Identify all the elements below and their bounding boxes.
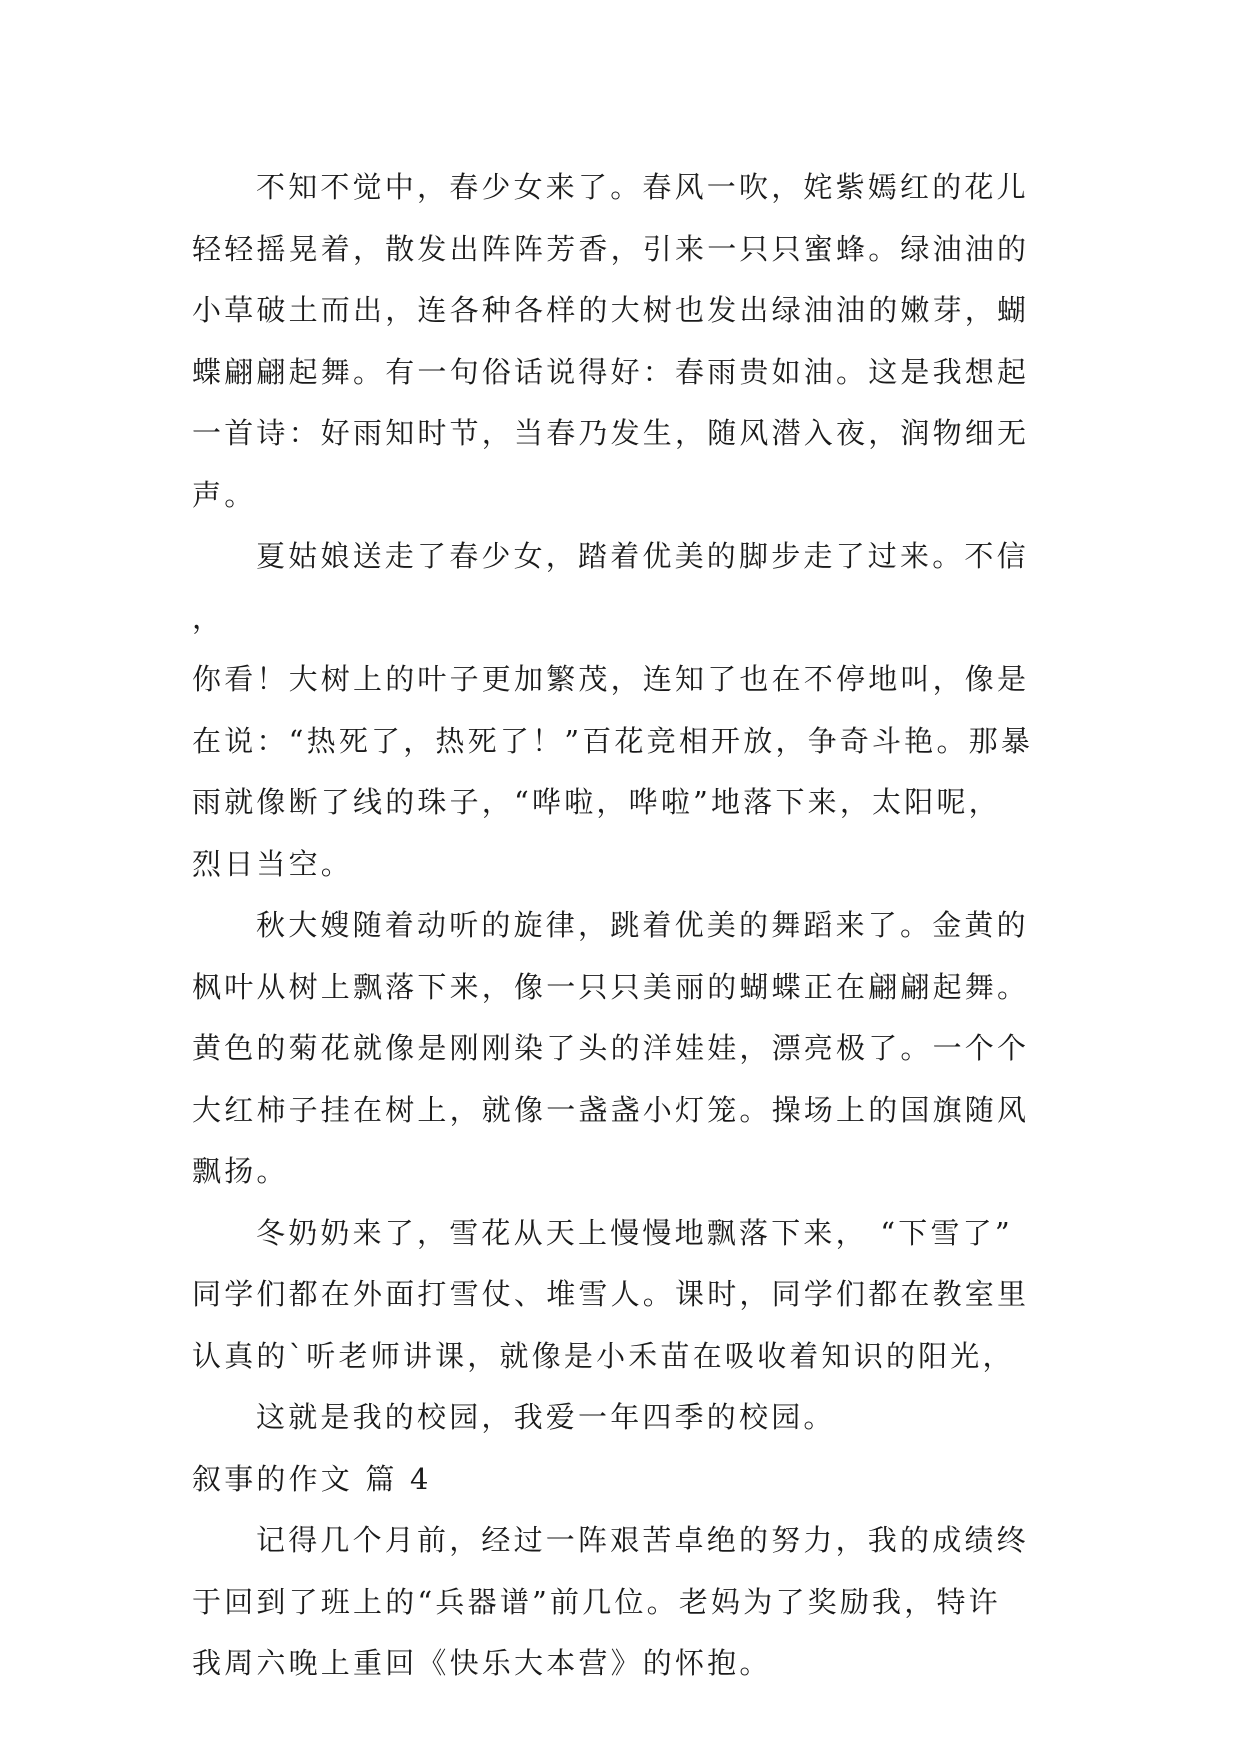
paragraph-closing [192,1387,1058,1449]
text-line: 不知不觉中，春少女来了。春风一吹，姹紫嫣红的花儿 [256,170,1029,204]
paragraph-next [192,1510,1058,1695]
text-line: 于回到了班上的“兵器谱”前几位。老妈为了奖励我，特许 [192,1584,1001,1619]
text-line: 蝶翩翩起舞。有一句俗话说得好：春雨贵如油。这是我想起 [192,354,1030,389]
text-line: 记得几个月前，经过一阵艰苦卓绝的努力，我的成绩终 [256,1523,1029,1557]
paragraph-winter [192,1203,1058,1388]
text-line: 烈日当空。 [192,846,354,881]
section-heading: 叙事的作文 篇 4 [192,1461,432,1496]
text-line: 轻轻摇晃着，散发出阵阵芳香，引来一只只蜜蜂。绿油油的 [192,231,1030,266]
paragraph-summer [192,526,1058,895]
text-line: 黄色的菊花就像是刚刚染了头的洋娃娃，漂亮极了。一个个 [192,1031,1030,1065]
text-line: 我周六晚上重回《快乐大本营》的怀抱。 [192,1646,772,1680]
text-line: 小草破土而出，连各种各样的大树也发出绿油油的嫩芽，蝴 [192,293,1030,327]
text-line: 秋大嫂随着动听的旋律，跳着优美的舞蹈来了。金黄的 [256,908,1029,942]
paragraph-spring [192,157,1058,526]
paragraph-autumn [192,895,1058,1203]
text-line: 枫叶从树上飘落下来，像一只只美丽的蝴蝶正在翩翩起舞。 [192,969,1030,1004]
text-line: 你看！大树上的叶子更加繁茂，连知了也在不停地叫，像是 [192,662,1030,696]
document-body [192,157,1058,1695]
text-line: 一首诗：好雨知时节，当春乃发生，随风潜入夜，润物细无 [192,416,1030,450]
text-line: 在说：“热死了，热死了！”百花竞相开放，争奇斗艳。那暴 [192,723,1034,758]
text-line: 同学们都在外面打雪仗、堆雪人。课时，同学们都在教室里 [192,1277,1030,1311]
text-line: 大红柿子挂在树上，就像一盏盏小灯笼。操场上的国旗随风 [192,1092,1030,1127]
text-line: 认真的`听老师讲课，就像是小禾苗在吸收着知识的阳光， [192,1338,1015,1373]
text-line: 冬奶奶来了，雪花从天上慢慢地飘落下来， “下雪了” [256,1215,1013,1250]
text-line: 夏姑娘送走了春少女，踏着优美的脚步走了过来。不信， [192,539,1029,635]
text-line: 雨就像断了线的珠子，“哗啦，哗啦”地落下来，太阳呢， [192,785,1001,819]
text-line: 这就是我的校园，我爱一年四季的校园。 [256,1400,836,1434]
text-line: 飘扬。 [192,1154,289,1188]
text-line: 声。 [192,477,257,512]
